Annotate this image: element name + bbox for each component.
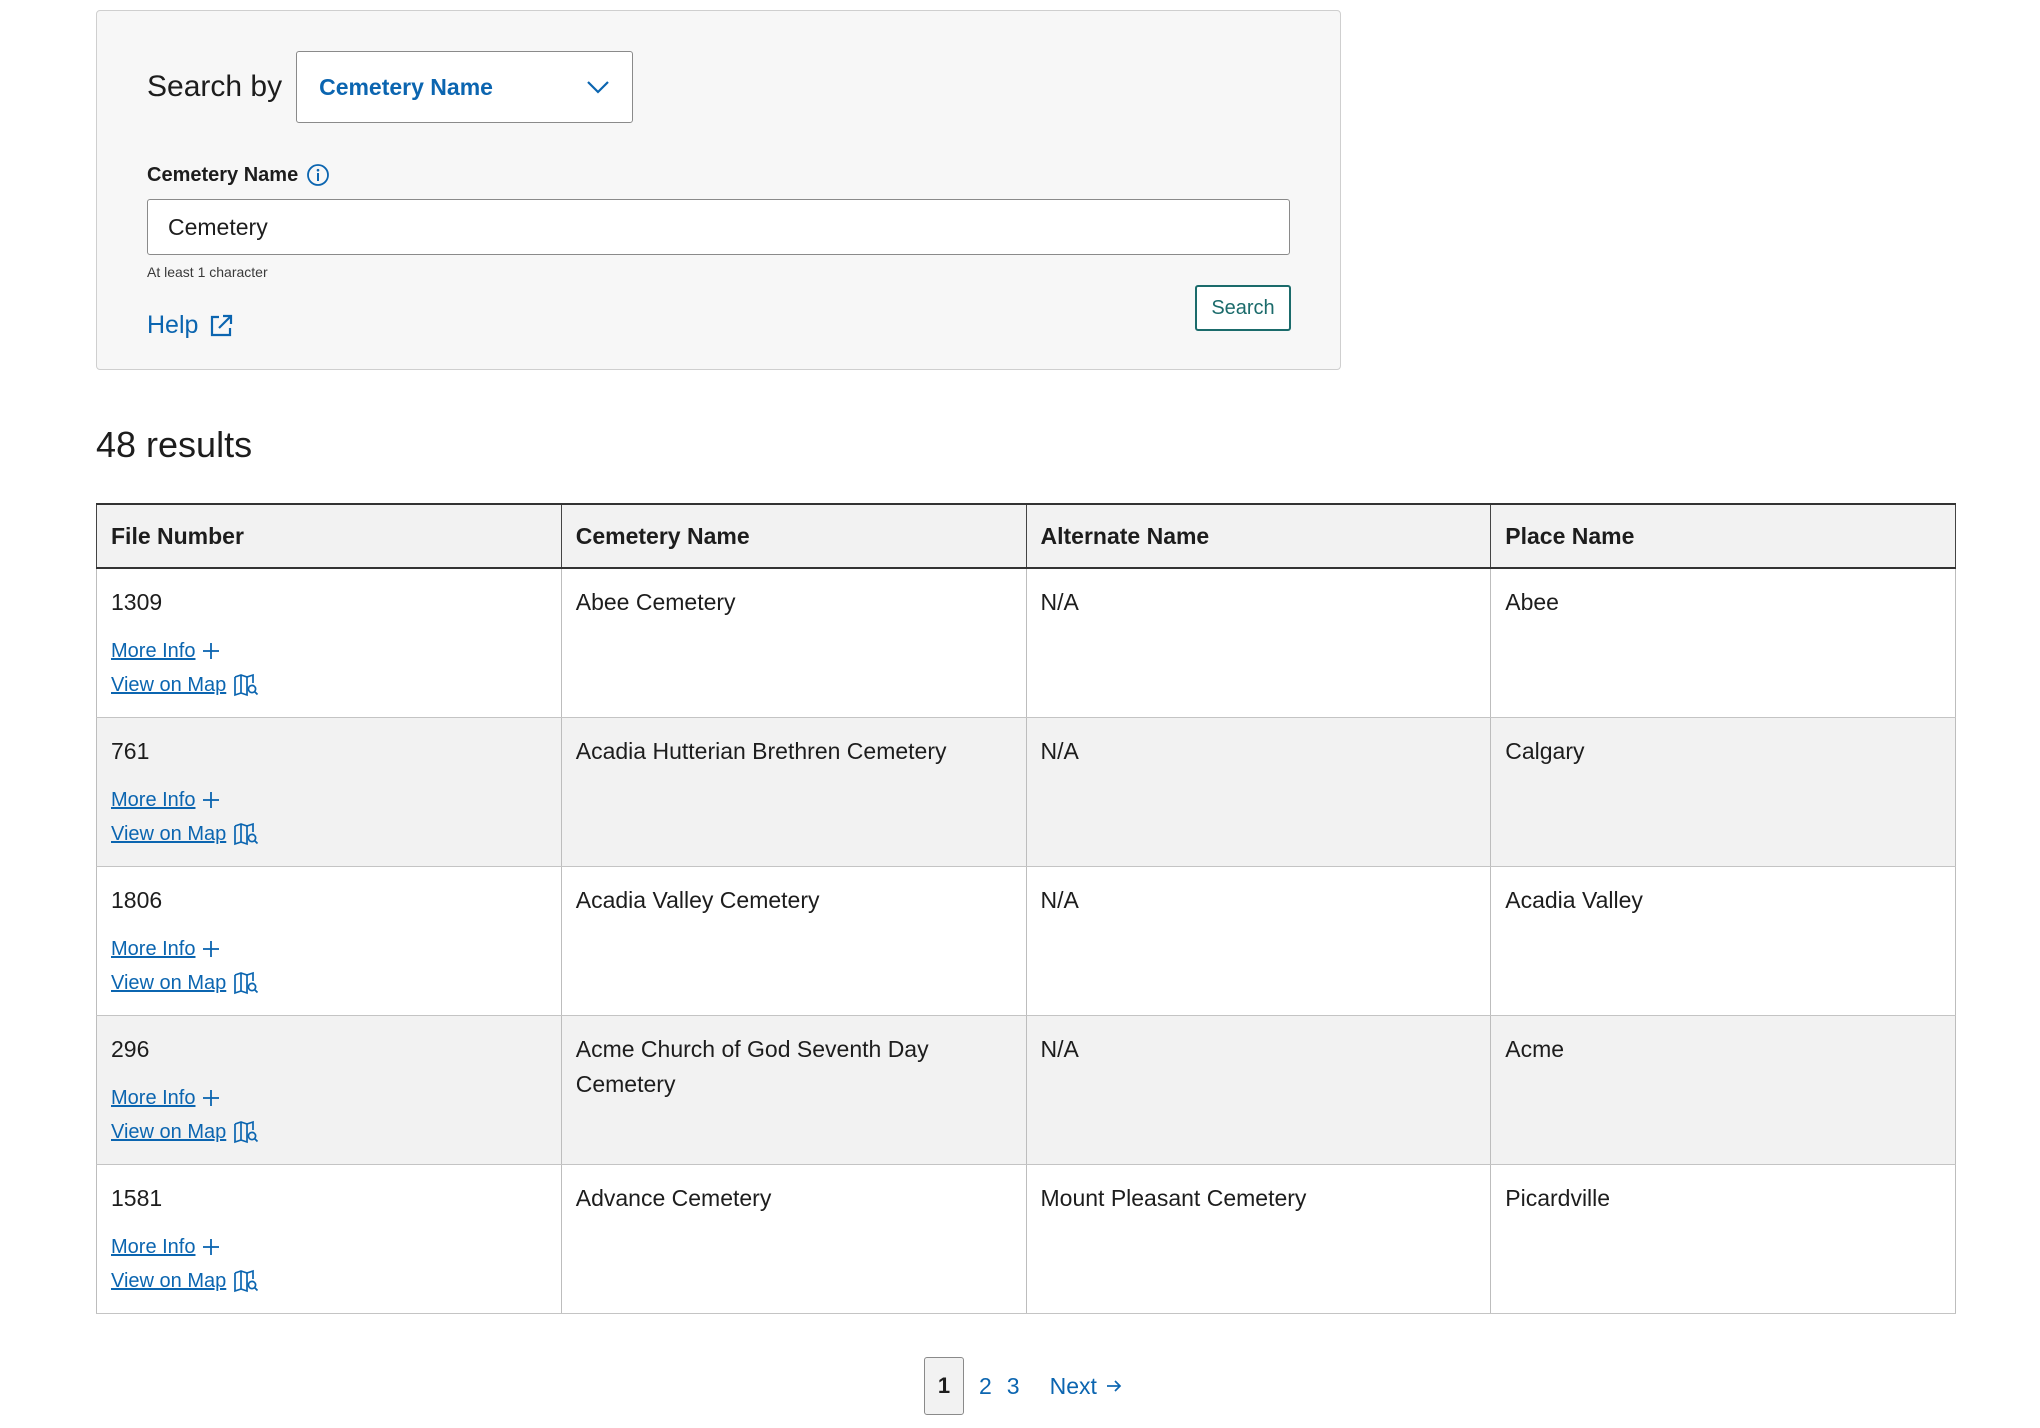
cell-cemetery-name: Acme Church of God Seventh Day Cemetery <box>561 1015 1026 1164</box>
cell-file-number <box>97 1164 562 1313</box>
chevron-down-icon <box>586 79 610 95</box>
cell-file-number <box>97 866 562 1015</box>
table-row <box>97 866 1956 1015</box>
input-hint: At least 1 character <box>147 264 268 280</box>
view-on-map-label: View on Map <box>111 971 227 994</box>
view-on-map-label: View on Map <box>111 674 227 696</box>
page-link-2[interactable]: 2 <box>979 1372 992 1399</box>
table-row <box>97 568 1956 717</box>
cell-alternate-name: N/A <box>1026 1015 1491 1164</box>
column-header-place-name[interactable]: Place Name <box>1491 504 1956 568</box>
next-label: Next <box>1049 1372 1097 1399</box>
file-number: 1309 <box>111 589 163 615</box>
file-number: 1806 <box>111 886 163 913</box>
results-count: 48 results <box>96 424 253 465</box>
results-table <box>96 503 1956 1314</box>
column-header-alternate-name[interactable]: Alternate Name <box>1026 504 1491 568</box>
map-search-icon <box>233 822 259 846</box>
cell-cemetery-name: Acadia Valley Cemetery <box>561 866 1026 1015</box>
map-search-icon <box>233 1269 259 1293</box>
external-link-icon <box>208 313 234 339</box>
search-by-selected-value: Cemetery Name <box>319 73 493 100</box>
more-info-label: More Info <box>111 788 196 811</box>
pagination <box>924 1357 1122 1415</box>
cemetery-name-label: Cemetery Name <box>147 163 299 186</box>
more-info-label: More Info <box>111 640 196 662</box>
info-icon[interactable] <box>306 163 330 187</box>
cell-place-name: Calgary <box>1491 717 1956 866</box>
cell-place-name: Abee <box>1491 568 1956 717</box>
search-by-row <box>147 51 633 123</box>
map-search-icon <box>233 971 259 995</box>
help-link[interactable] <box>147 311 234 340</box>
search-panel <box>96 10 1341 370</box>
cell-alternate-name: Mount Pleasant Cemetery <box>1026 1164 1491 1313</box>
plus-icon <box>202 1089 220 1107</box>
view-on-map-link[interactable] <box>111 966 547 1000</box>
cell-place-name: Picardville <box>1491 1164 1956 1313</box>
cell-alternate-name: N/A <box>1026 717 1491 866</box>
table-row <box>97 1164 1956 1313</box>
more-info-label: More Info <box>111 1235 196 1258</box>
more-info-label: More Info <box>111 937 196 960</box>
cell-alternate-name: N/A <box>1026 866 1491 1015</box>
cell-cemetery-name: Advance Cemetery <box>561 1164 1026 1313</box>
view-on-map-label: View on Map <box>111 1269 227 1292</box>
plus-icon <box>202 1238 220 1256</box>
search-by-label: Search by <box>147 70 283 103</box>
map-search-icon <box>233 1120 259 1144</box>
table-header-row <box>97 504 1956 568</box>
map-search-icon <box>233 673 259 697</box>
file-number: 761 <box>111 737 150 764</box>
more-info-link[interactable] <box>111 634 547 668</box>
view-on-map-link[interactable] <box>111 668 547 702</box>
next-page-link[interactable] <box>1050 1373 1122 1400</box>
view-on-map-link[interactable] <box>111 817 547 851</box>
cell-file-number <box>97 568 562 717</box>
plus-icon <box>202 940 220 958</box>
more-info-link[interactable] <box>111 932 547 966</box>
file-number: 296 <box>111 1035 150 1062</box>
cell-cemetery-name: Acadia Hutterian Brethren Cemetery <box>561 717 1026 866</box>
column-header-cemetery-name[interactable]: Cemetery Name <box>561 504 1026 568</box>
table-row <box>97 717 1956 866</box>
field-label-row <box>147 163 330 187</box>
page-link-3[interactable]: 3 <box>1006 1372 1020 1399</box>
cemetery-name-input[interactable] <box>147 199 1290 255</box>
plus-icon <box>202 642 220 660</box>
column-header-file-number[interactable]: File Number <box>97 504 562 568</box>
table-row <box>97 1015 1956 1164</box>
cell-place-name: Acme <box>1491 1015 1956 1164</box>
more-info-link[interactable] <box>111 1230 547 1264</box>
cell-cemetery-name: Abee Cemetery <box>561 568 1026 717</box>
view-on-map-link[interactable] <box>111 1115 547 1149</box>
help-link-label: Help <box>147 311 199 339</box>
more-info-label: More Info <box>111 1086 196 1109</box>
view-on-map-label: View on Map <box>111 822 227 845</box>
cell-alternate-name: N/A <box>1026 568 1491 717</box>
search-button[interactable]: Search <box>1195 285 1291 331</box>
cell-place-name: Acadia Valley <box>1491 866 1956 1015</box>
arrow-right-icon <box>1106 1379 1122 1393</box>
cell-file-number <box>97 717 562 866</box>
more-info-link[interactable] <box>111 783 547 817</box>
page-current[interactable]: 1 <box>924 1357 964 1415</box>
view-on-map-label: View on Map <box>111 1120 227 1143</box>
file-number: 1581 <box>111 1184 163 1211</box>
more-info-link[interactable] <box>111 1081 547 1115</box>
cell-file-number <box>97 1015 562 1164</box>
search-by-select[interactable] <box>296 51 633 123</box>
view-on-map-link[interactable] <box>111 1264 547 1298</box>
plus-icon <box>202 791 220 809</box>
